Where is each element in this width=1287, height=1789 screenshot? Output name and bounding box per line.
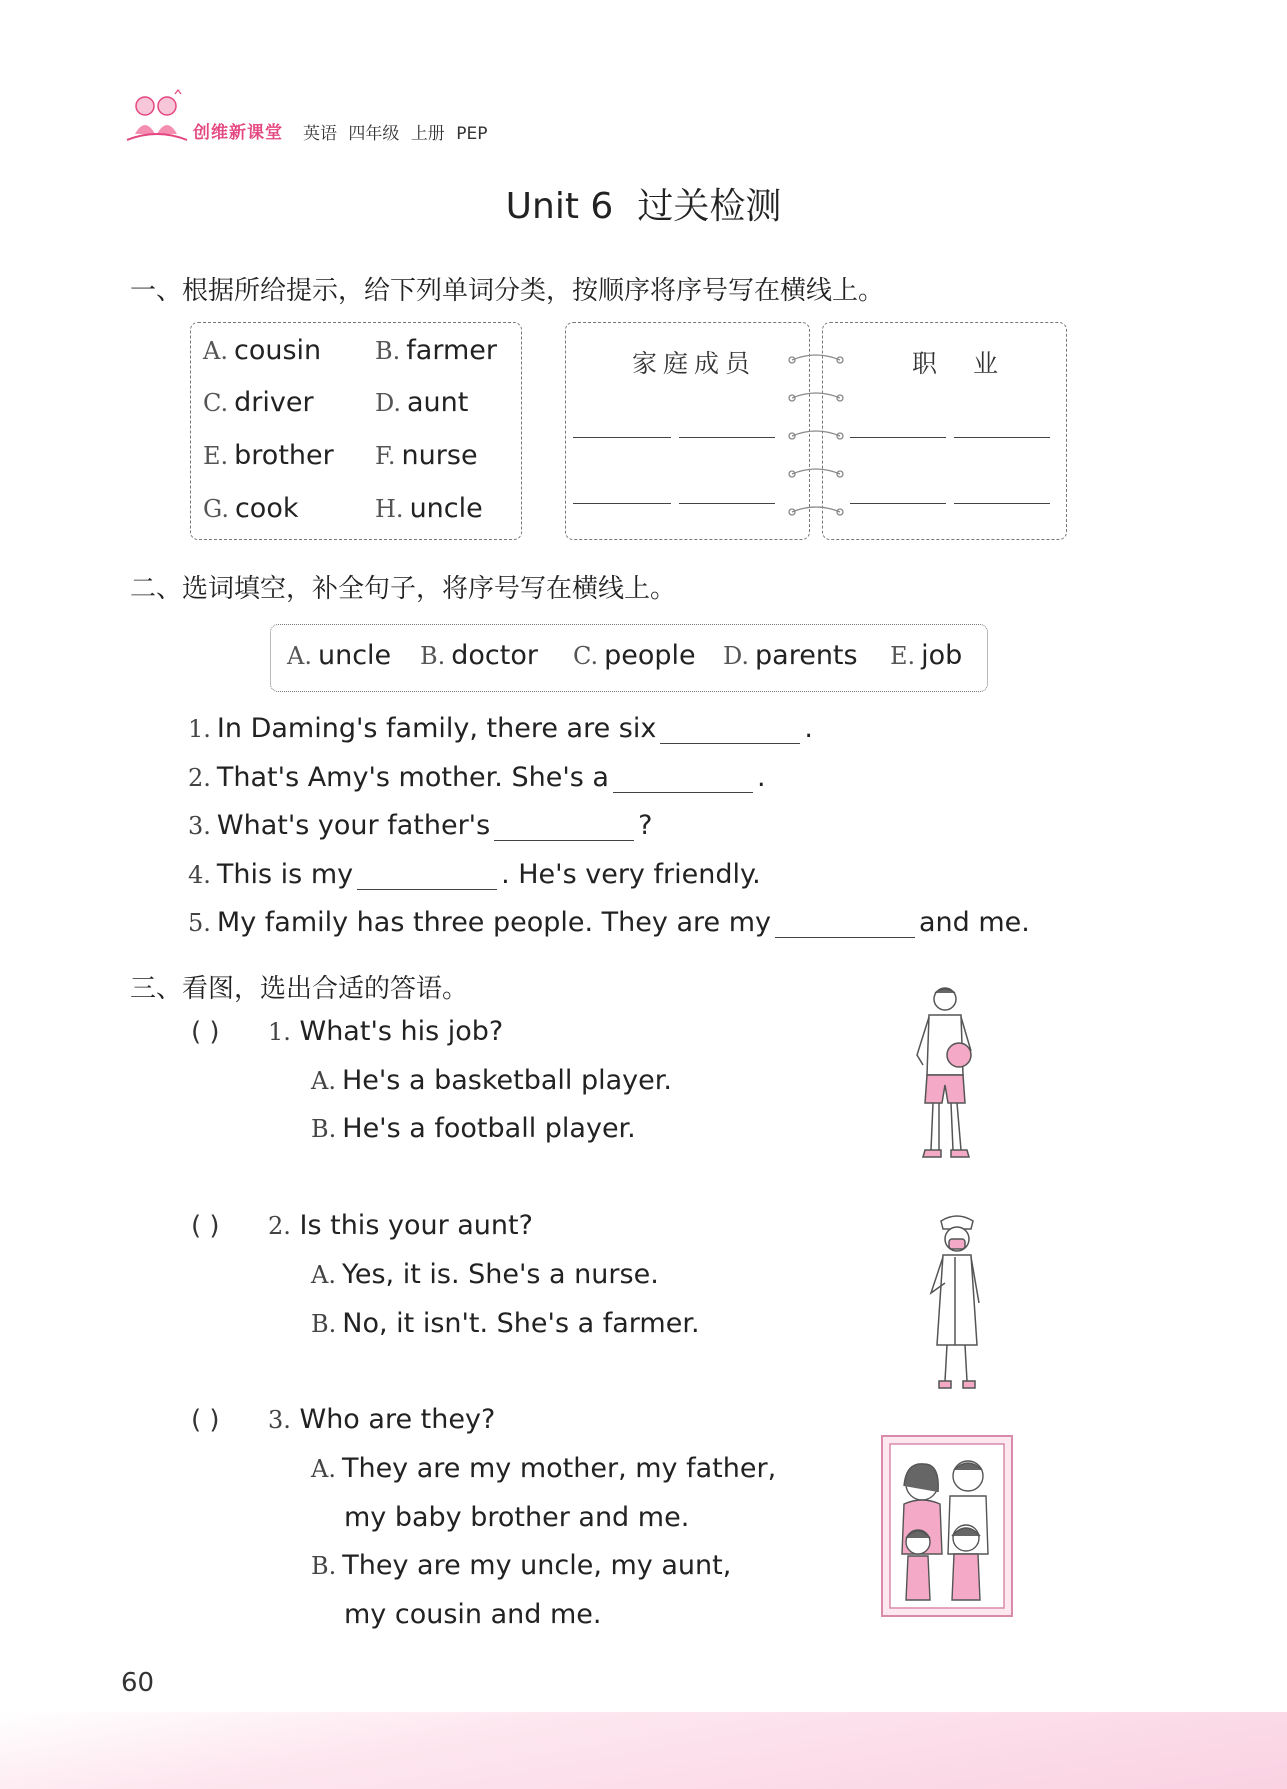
q2-option-a: A. Yes, it is. She's a nurse.: [311, 1259, 659, 1290]
question-1: 1. What's his job?: [268, 1016, 504, 1047]
q2-option-b: B. No, it isn't. She's a farmer.: [311, 1308, 700, 1339]
q3-option-a: A. They are my mother, my father,: [311, 1453, 777, 1484]
page-title: [0, 178, 1287, 229]
choice-c: C. people: [573, 640, 696, 671]
choice-d: D. parents: [723, 640, 858, 671]
sentence-3-blank[interactable]: [494, 816, 634, 841]
sentence-4: 4. This is my . He's very friendly.: [188, 859, 761, 890]
section1-heading: 一、根据所给提示，给下列单词分类，按顺序将序号写在横线上。: [130, 276, 885, 306]
option-c: C. driver: [203, 387, 314, 418]
q1-option-a: A. He's a basketball player.: [311, 1065, 672, 1096]
question-3: 3. Who are they?: [268, 1404, 496, 1435]
option-h: H. uncle: [375, 493, 483, 524]
q3-option-a-line2: my baby brother and me.: [344, 1502, 690, 1533]
sentence-4-blank[interactable]: [357, 865, 497, 890]
family-members-heading: 家庭成员: [632, 349, 757, 378]
option-f: F. nurse: [375, 440, 478, 471]
q3-option-b: B. They are my uncle, my aunt,: [311, 1550, 732, 1581]
family-blank-3[interactable]: [573, 503, 671, 504]
sentence-5-blank[interactable]: [775, 913, 915, 938]
sentence-5: 5. My family has three people. They are my and me.: [188, 907, 1030, 938]
sentence-1: 1. In Daming's family, there are six .: [188, 713, 813, 744]
sentence-2-blank[interactable]: [613, 768, 753, 793]
q3-option-b-line2: my cousin and me.: [344, 1599, 602, 1630]
choice-e: E. job: [890, 640, 963, 671]
job-blank-3[interactable]: [850, 503, 946, 504]
jobs-heading: 职 业: [912, 349, 1012, 378]
q1-option-b: B. He's a football player.: [311, 1113, 636, 1144]
option-d: D. aunt: [375, 387, 469, 418]
option-g: G. cook: [203, 493, 299, 524]
section3-heading: 三、看图，选出合适的答语。: [130, 974, 469, 1004]
job-blank-1[interactable]: [850, 437, 946, 438]
answer-bracket-1[interactable]: ( ): [191, 1017, 220, 1047]
header-info: 英语 四年级 上册 PEP: [303, 124, 488, 144]
nurse-illustration: [925, 1213, 990, 1391]
page-number: 60: [121, 1668, 155, 1698]
family-blank-1[interactable]: [573, 437, 671, 438]
header-logo: [125, 88, 189, 152]
sentence-2: 2. That's Amy's mother. She's a .: [188, 762, 766, 793]
option-b: B. farmer: [375, 335, 497, 366]
family-blank-4[interactable]: [679, 503, 775, 504]
option-e: E. brother: [203, 440, 334, 471]
choice-a: A. uncle: [287, 640, 392, 671]
header-brand: 创维新课堂: [193, 123, 283, 143]
question-2: 2. Is this your aunt?: [268, 1210, 533, 1241]
family-blank-2[interactable]: [679, 437, 775, 438]
job-blank-2[interactable]: [954, 437, 1050, 438]
option-a: A. cousin: [203, 335, 322, 366]
title-unit: Unit 6: [505, 186, 614, 227]
answer-bracket-2[interactable]: ( ): [191, 1211, 220, 1241]
binding-rings: [786, 350, 846, 526]
answer-bracket-3[interactable]: ( ): [191, 1405, 220, 1435]
family-photo-illustration: [880, 1434, 1014, 1618]
sentence-1-blank[interactable]: [660, 719, 800, 744]
sentence-3: 3. What's your father's ?: [188, 810, 653, 841]
title-name: 过关检测: [637, 186, 782, 227]
job-blank-4[interactable]: [954, 503, 1050, 504]
choice-b: B. doctor: [420, 640, 538, 671]
footer-band: [0, 1712, 1287, 1789]
basketball-player-illustration: [905, 985, 985, 1170]
section2-heading: 二、选词填空，补全句子，将序号写在横线上。: [130, 574, 677, 604]
